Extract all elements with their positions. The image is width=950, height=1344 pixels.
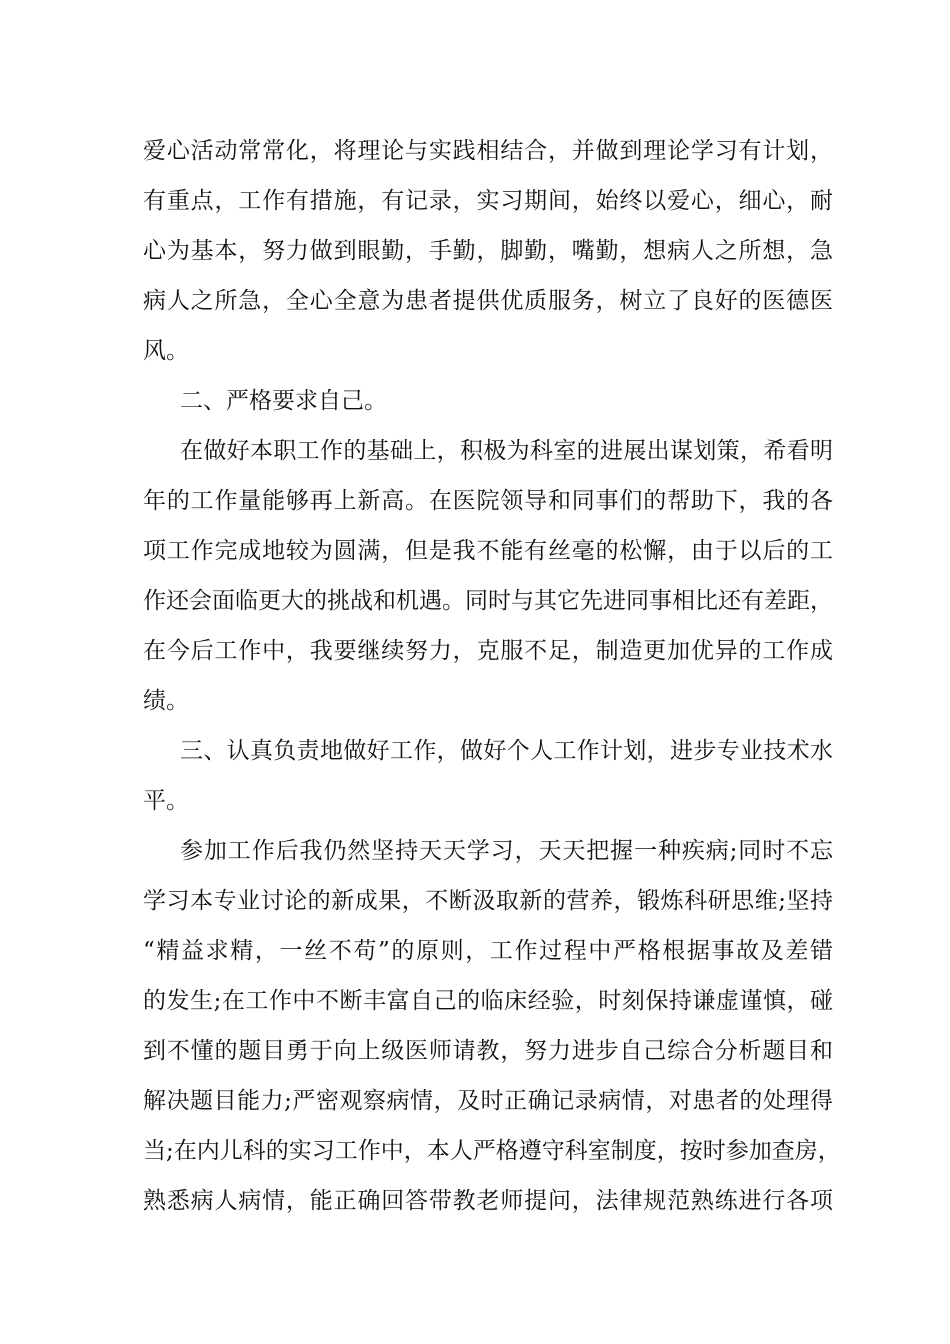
section-heading: 三、认真负责地做好工作，做好个人工作计划，进步专业技术水 (180, 738, 833, 764)
text-line: 在做好本职工作的基础上，积极为科室的进展出谋划策，希看明 (180, 438, 833, 464)
text-line: “精益求精，一丝不苟”的原则，工作过程中严格根据事故及差错 (143, 938, 833, 964)
text-line: 解决题目能力;严密观察病情，及时正确记录病情，对患者的处理得 (143, 1088, 833, 1114)
text-line: 到不懂的题目勇于向上级医师请教，努力进步自己综合分析题目和 (143, 1038, 833, 1064)
text-line: 作还会面临更大的挑战和机遇。同时与其它先进同事相比还有差距， (143, 588, 833, 614)
text-line: 心为基本，努力做到眼勤，手勤，脚勤，嘴勤，想病人之所想，急 (143, 238, 833, 264)
text-line: 绩。 (143, 688, 189, 714)
text-line: 项工作完成地较为圆满，但是我不能有丝毫的松懈，由于以后的工 (143, 538, 833, 564)
text-line: 参加工作后我仍然坚持天天学习，天天把握一种疾病;同时不忘 (180, 838, 833, 864)
section-heading-continued: 平。 (143, 788, 189, 814)
text-line: 在今后工作中，我要继续努力，克服不足，制造更加优异的工作成 (143, 638, 833, 664)
text-line: 病人之所急，全心全意为患者提供优质服务，树立了良好的医德医 (143, 288, 833, 314)
text-line: 爱心活动常常化，将理论与实践相结合，并做到理论学习有计划， (143, 138, 833, 164)
text-line: 风。 (143, 338, 189, 364)
text-line: 的发生;在工作中不断丰富自己的临床经验，时刻保持谦虚谨慎，碰 (143, 988, 833, 1014)
text-line: 年的工作量能够再上新高。在医院领导和同事们的帮助下，我的各 (143, 488, 833, 514)
text-line: 有重点，工作有措施，有记录，实习期间，始终以爱心，细心，耐 (143, 188, 833, 214)
section-heading: 二、严格要求自己。 (180, 388, 387, 414)
text-line: 当;在内儿科的实习工作中，本人严格遵守科室制度，按时参加查房， (143, 1138, 841, 1164)
text-line: 熟悉病人病情，能正确回答带教老师提问，法律规范熟练进行各项 (143, 1188, 833, 1214)
text-line: 学习本专业讨论的新成果，不断汲取新的营养，锻炼科研思维;坚持 (143, 888, 833, 914)
